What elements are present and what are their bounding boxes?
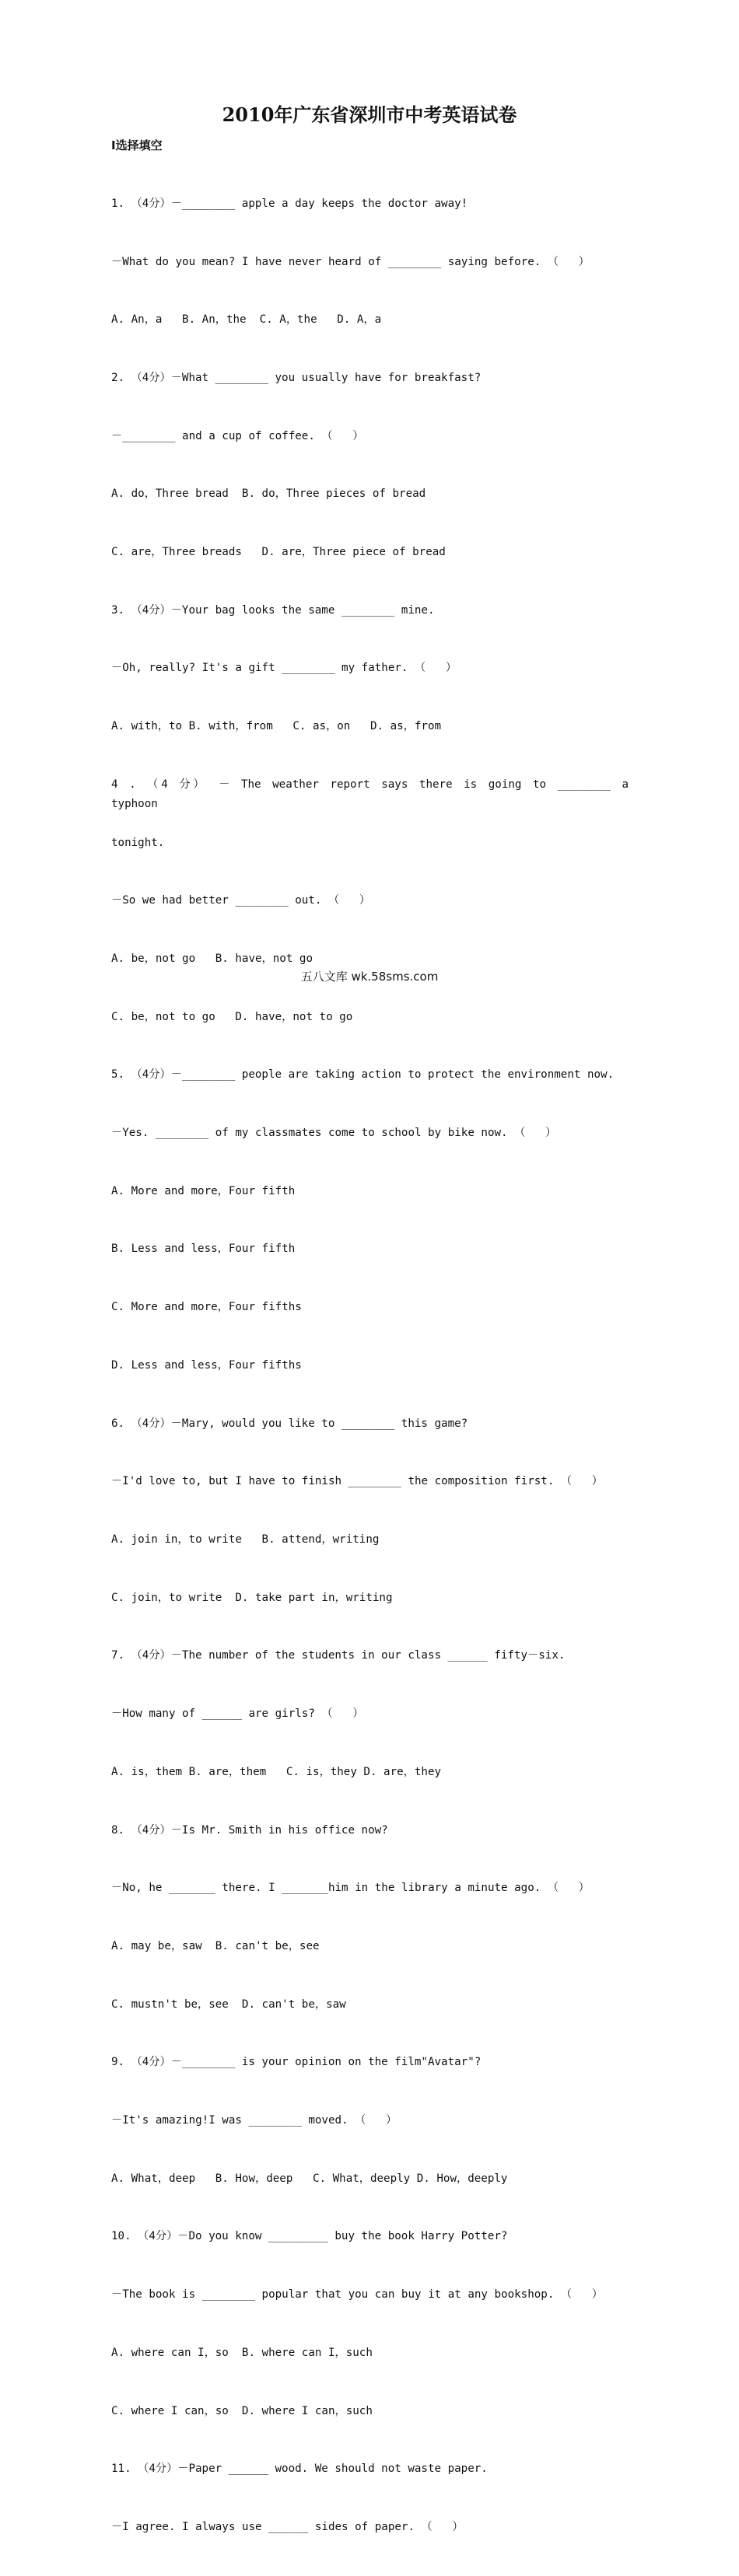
option-line: D. Less and less，Four fifths [111, 1358, 302, 1372]
question-line: －I'd love to, but I have to finish ________ the composition first. （ ） [111, 1475, 603, 1488]
option-line: C. where I can，so D. where I can，such [111, 2404, 373, 2417]
question-line: 3. （4分）－Your bag looks the same ________ mine. [111, 603, 435, 617]
option-line: C. are，Three breads D. are，Three piece of bread [111, 546, 446, 559]
option-line: A. where can I，so B. where can I，such [111, 2346, 373, 2359]
question-line: 4 . （4 分） － The weather report says there is going to ________ a typhoon [111, 778, 629, 810]
option-line: A. do，Three bread B. do，Three pieces of bread [111, 488, 426, 501]
question-line: 9. （4分）－________ is your opinion on the film"Avatar"? [111, 2056, 482, 2069]
question-line: －How many of ______ are girls? （ ） [111, 1707, 364, 1721]
option-line: A. More and more，Four fifth [111, 1184, 296, 1197]
option-line: A. with，to B. with，from C. as，on D. as，from [111, 720, 442, 733]
option-line: A. An，a B. An，the C. A，the D. A，a [111, 313, 382, 327]
question-line: －Oh, really? It's a gift ________ my father. （ ） [111, 662, 457, 675]
option-line: C. mustn't be，see D. can't be，saw [111, 1998, 346, 2011]
section-heading: I选择填空 [111, 138, 163, 152]
question-line: 8. （4分）－Is Mr. Smith in his office now? [111, 1823, 388, 1837]
question-line: 10. （4分）－Do you know _________ buy the book Harry Potter? [111, 2230, 508, 2243]
question-list [111, 156, 629, 2576]
option-line: C. be，not to go D. have，not to go [111, 1010, 353, 1023]
question-line: 7. （4分）－The number of the students in our class ______ fifty－six. [111, 1649, 566, 1662]
question-line: －Yes. ________ of my classmates come to school by bike now. （ ） [111, 1127, 557, 1140]
question-line: 2. （4分）－What ________ you usually have for breakfast? [111, 371, 482, 384]
question-line: －________ and a cup of coffee. （ ） [111, 429, 364, 442]
option-line: B. Less and less，Four fifth [111, 1243, 296, 1256]
question-line: －So we had better ________ out. （ ） [111, 894, 370, 907]
footer-watermark: 五八文库 wk.58sms.com [300, 970, 439, 984]
question-line: －The book is ________ popular that you can buy it at any bookshop. （ ） [111, 2288, 603, 2302]
page-title: 2010年广东省深圳市中考英语试卷 [222, 103, 517, 126]
question-line: 6. （4分）－Mary, would you like to ________ this game? [111, 1417, 468, 1430]
question-line: －I agree. I always use ______ sides of paper. （ ） [111, 2520, 464, 2533]
option-line: A. What，deep B. How，deep C. What，deeply D. How，deeply [111, 2172, 508, 2185]
option-line: C. More and more，Four fifths [111, 1301, 302, 1314]
option-line: C. join，to write D. take part in，writing [111, 1591, 393, 1604]
question-line: 5. （4分）－________ people are taking action to protect the environment now. [111, 1068, 615, 1082]
question-line: 11. （4分）－Paper ______ wood. We should not waste paper. [111, 2462, 488, 2476]
question-line: －No, he _______ there. I _______him in the library a minute ago. （ ） [111, 1882, 590, 1895]
option-line: A. is，them B. are，them C. is，they D. are，they [111, 1765, 442, 1778]
question-line: 1. （4分）－________ apple a day keeps the doctor away! [111, 197, 468, 210]
question-line: －It's amazing!I was ________ moved. （ ） [111, 2114, 398, 2127]
question-line: tonight. [111, 836, 165, 849]
option-line: A. may be，saw B. can't be，see [111, 1939, 320, 1952]
option-line: A. be，not go B. have，not go [111, 952, 313, 965]
option-line: A. join in，to write B. attend，writing [111, 1533, 380, 1546]
question-line: －What do you mean? I have never heard of ________ saying before. （ ） [111, 255, 590, 268]
